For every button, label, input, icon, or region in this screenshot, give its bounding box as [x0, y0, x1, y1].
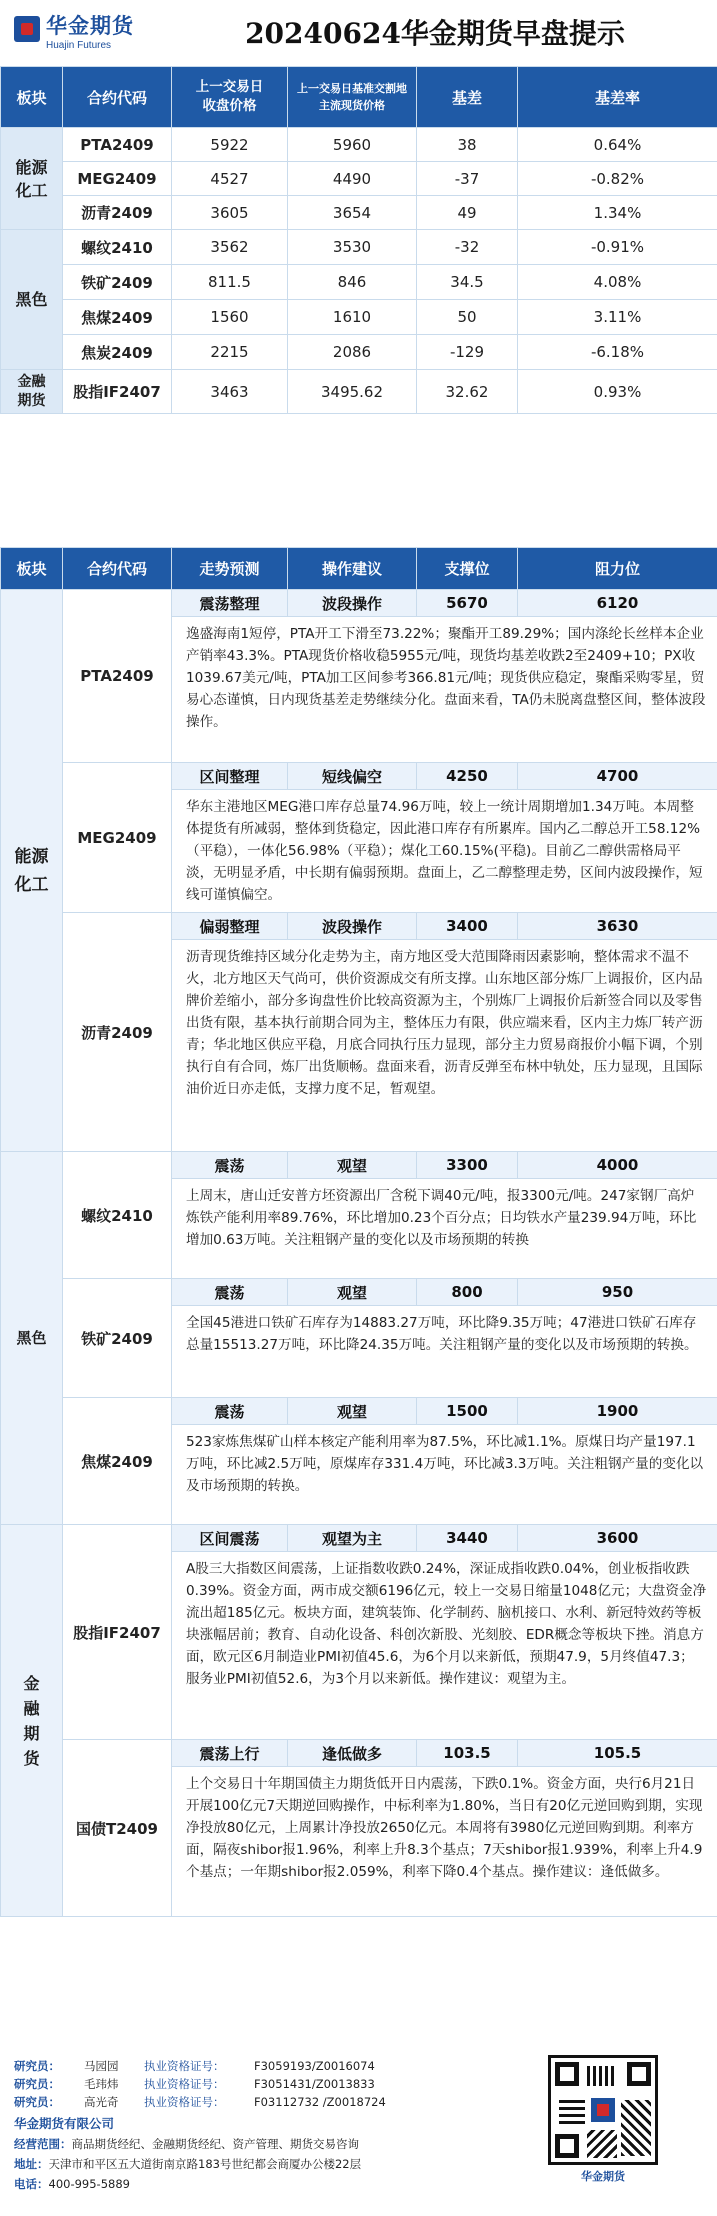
table-row: [1, 265, 717, 300]
spot-price: 3530: [288, 230, 417, 265]
table-row: [1, 162, 717, 196]
qr-code: [548, 2055, 658, 2165]
trend-forecast: 区间震荡: [172, 1525, 288, 1552]
close-price: 5922: [172, 128, 288, 162]
sector-financial: [1, 370, 63, 414]
researcher-name: 高光奇: [84, 2095, 119, 2109]
analysis-header-row: [1, 548, 717, 590]
basis-rate: -0.82%: [518, 162, 717, 196]
contract-code: 沥青2409: [63, 196, 172, 230]
researcher-label: 研究员：: [14, 2059, 60, 2073]
qr-finder: [555, 2062, 579, 2086]
contract-code: 沥青2409: [63, 913, 172, 1152]
contract-code: 国债T2409: [63, 1740, 172, 1917]
sector-label: 金融期货: [23, 1673, 40, 1768]
qr-finder: [555, 2134, 579, 2158]
col-sector: 板块: [1, 548, 63, 590]
resistance-level: 4700: [518, 763, 717, 790]
address: [14, 2156, 361, 2172]
table-row: [1, 300, 717, 335]
trend-forecast: 震荡上行: [172, 1740, 288, 1767]
basis-value: 38: [417, 128, 518, 162]
close-price: 3463: [172, 370, 288, 414]
researcher-label: 研究员：: [14, 2095, 60, 2109]
contract-code: 铁矿2409: [63, 1279, 172, 1398]
trend-forecast: 偏弱整理: [172, 913, 288, 940]
col-spot: [288, 67, 417, 128]
analysis-text: 沥青现货维持区域分化走势为主，南方地区受大范围降雨因素影响，整体需求不温不火，北方地区天气尚可，供价资源成交有所支撑。山东地区部分炼厂上调报价，区内品牌价差缩小，部分多询盘性价比较高资源为主，个别炼厂上调报价后新签合同以及零售出货有限，基本执行前期合同为主，整体压力有限，供应端来看，区内主力炼厂转产沥青；华北地区供应平稳，月底合同执行压力显现，部分主力贸易商报价小幅下调，个别执行自有合同，炼厂出货顺畅。盘面来看，沥青反弹至布林中轨处，压力显现，且国际油价近日亦走低，支撑力度不足，暂观望。: [172, 940, 717, 1152]
basis-value: 50: [417, 300, 518, 335]
analysis-summary-row: [1, 1398, 717, 1425]
company-logo: [14, 10, 164, 56]
support-level: 4250: [417, 763, 518, 790]
company-name: 华金期货有限公司: [14, 2116, 115, 2131]
contract-code: MEG2409: [63, 763, 172, 913]
qr-pattern: [621, 2100, 651, 2156]
resistance-level: 6120: [518, 590, 717, 617]
table-row: [1, 335, 717, 370]
col-rate: 基差率: [518, 67, 717, 128]
close-price: 3605: [172, 196, 288, 230]
qr-finder: [627, 2062, 651, 2086]
spot-price: 4490: [288, 162, 417, 196]
analysis-text: 全国45港进口铁矿石库存为14883.27万吨，环比降9.35万吨；47港进口铁矿石库存总量15513.27万吨，环比降24.35万吨。关注粗钢产量的变化以及市场预期的转换。: [172, 1306, 717, 1398]
col-resistance: 阻力位: [518, 548, 717, 590]
analysis-table: [0, 547, 717, 1917]
qr-caption: 华金期货: [581, 2170, 625, 2183]
qr-pattern: [559, 2098, 585, 2124]
qual-label: 执业资格证号：: [144, 2095, 225, 2109]
basis-rate: -6.18%: [518, 335, 717, 370]
close-price: 2215: [172, 335, 288, 370]
scope-text: 商品期货经纪、金融期货经纪、资产管理、期货交易咨询: [71, 2137, 359, 2151]
sector-label: 金融期货: [17, 373, 46, 409]
contract-code: 铁矿2409: [63, 265, 172, 300]
operation-advice: 观望: [288, 1398, 417, 1425]
close-price: 4527: [172, 162, 288, 196]
col-spot-label: 上一交易日基准交割地主流现货价格: [297, 82, 407, 112]
logo-icon: [14, 16, 40, 42]
contract-code: MEG2409: [63, 162, 172, 196]
operation-advice: 观望: [288, 1279, 417, 1306]
sector-energy: [1, 128, 63, 230]
support-level: 3440: [417, 1525, 518, 1552]
basis-value: 34.5: [417, 265, 518, 300]
contract-code: 焦炭2409: [63, 335, 172, 370]
table-row: [1, 230, 717, 265]
basis-table: [0, 66, 717, 414]
logo-en: Huajin Futures: [46, 40, 112, 51]
researcher-row: [14, 2094, 386, 2110]
close-price: 3562: [172, 230, 288, 265]
operation-advice: 观望为主: [288, 1525, 417, 1552]
analysis-summary-row: [1, 1525, 717, 1552]
col-advice: 操作建议: [288, 548, 417, 590]
operation-advice: 观望: [288, 1152, 417, 1179]
spot-price: 2086: [288, 335, 417, 370]
business-scope: [14, 2136, 359, 2152]
resistance-level: 105.5: [518, 1740, 717, 1767]
resistance-level: 1900: [518, 1398, 717, 1425]
support-level: 3400: [417, 913, 518, 940]
close-price: 811.5: [172, 265, 288, 300]
operation-advice: 逢低做多: [288, 1740, 417, 1767]
page-title: 20240624华金期货早盘提示: [245, 17, 625, 50]
sector-energy: [1, 590, 63, 1152]
contract-code: PTA2409: [63, 590, 172, 763]
col-close: [172, 67, 288, 128]
qual-number: F03112732 /Z0018724: [254, 2095, 386, 2109]
contract-code: 焦煤2409: [63, 1398, 172, 1525]
support-level: 1500: [417, 1398, 518, 1425]
basis-value: 32.62: [417, 370, 518, 414]
table-row: [1, 196, 717, 230]
col-sector: 板块: [1, 67, 63, 128]
analysis-summary-row: [1, 1279, 717, 1306]
col-support: 支撑位: [417, 548, 518, 590]
operation-advice: 波段操作: [288, 590, 417, 617]
header: [0, 0, 717, 67]
qr-pattern: [587, 2066, 617, 2086]
trend-forecast: 震荡: [172, 1279, 288, 1306]
researcher-row: [14, 2058, 375, 2074]
basis-rate: 1.34%: [518, 196, 717, 230]
qr-logo-icon: [591, 2098, 615, 2122]
researcher-row: [14, 2076, 375, 2092]
basis-value: -32: [417, 230, 518, 265]
sector-label: 能源化工: [14, 846, 49, 895]
analysis-summary-row: [1, 1152, 717, 1179]
contract-code: 螺纹2410: [63, 230, 172, 265]
basis-rate: 0.93%: [518, 370, 717, 414]
trend-forecast: 区间整理: [172, 763, 288, 790]
resistance-level: 3600: [518, 1525, 717, 1552]
spot-price: 5960: [288, 128, 417, 162]
basis-value: -37: [417, 162, 518, 196]
operation-advice: 波段操作: [288, 913, 417, 940]
spot-price: 1610: [288, 300, 417, 335]
contract-code: 焦煤2409: [63, 300, 172, 335]
researcher-name: 马园园: [84, 2059, 119, 2073]
basis-rate: 0.64%: [518, 128, 717, 162]
logo-cn: 华金期货: [46, 14, 134, 38]
qual-number: F3051431/Z0013833: [254, 2077, 375, 2091]
qual-label: 执业资格证号：: [144, 2077, 225, 2091]
sector-financial: [1, 1525, 63, 1917]
qual-label: 执业资格证号：: [144, 2059, 225, 2073]
analysis-summary-row: [1, 1740, 717, 1767]
contract-code: 股指IF2407: [63, 1525, 172, 1740]
col-trend: 走势预测: [172, 548, 288, 590]
sector-ferrous: 黑色: [1, 1152, 63, 1525]
basis-value: -129: [417, 335, 518, 370]
phone-number: 400-995-5889: [48, 2177, 130, 2191]
col-code: 合约代码: [63, 548, 172, 590]
table-row: [1, 128, 717, 162]
close-price: 1560: [172, 300, 288, 335]
analysis-text: 523家炼焦煤矿山样本核定产能利用率为87.5%，环比减1.1%。原煤日均产量197.1万吨，环比减2.5万吨，原煤库存331.4万吨，环比减3.3万吨。关注粗钢产量的变化以及市场预期的转换。: [172, 1425, 717, 1525]
researcher-name: 毛玮炜: [84, 2077, 119, 2091]
resistance-level: 4000: [518, 1152, 717, 1179]
sector-ferrous: 黑色: [1, 230, 63, 370]
support-level: 3300: [417, 1152, 518, 1179]
support-level: 5670: [417, 590, 518, 617]
trend-forecast: 震荡: [172, 1152, 288, 1179]
basis-rate: -0.91%: [518, 230, 717, 265]
support-level: 103.5: [417, 1740, 518, 1767]
phone-label: 电话：: [14, 2177, 49, 2191]
resistance-level: 3630: [518, 913, 717, 940]
contract-code: PTA2409: [63, 128, 172, 162]
analysis-text: A股三大指数区间震荡，上证指数收跌0.24%，深证成指收跌0.04%，创业板指收跌0.39%。资金方面，两市成交额6196亿元，较上一交易日缩量1048亿元；大盘资金净流出超185亿元。板块方面，建筑装饰、化学制药、脑机接口、水利、新冠特效药等板块涨幅居前；教育、自动化设备、科创次新股、光刻胶、EDR概念等板块下挫。消息方面，欧元区6月制造业PMI初值45.6，为6个月以来新低，预期47.9，5月终值47.3；服务业PMI初值52.6，为3个月以来新低。操作建议：观望为主。: [172, 1552, 717, 1740]
basis-rate: 4.08%: [518, 265, 717, 300]
qr-pattern: [587, 2130, 617, 2158]
basis-header-row: [1, 67, 717, 128]
address-label: 地址：: [14, 2157, 49, 2171]
analysis-summary-row: [1, 590, 717, 617]
basis-rate: 3.11%: [518, 300, 717, 335]
spot-price: 3495.62: [288, 370, 417, 414]
table-row: [1, 370, 717, 414]
analysis-text: 上周末，唐山迁安普方坯资源出厂含税下调40元/吨，报3300元/吨。247家钢厂高炉炼铁产能利用率89.76%，环比增加0.23个百分点；日均铁水产量239.94万吨，环比增加0.63万吨。关注粗钢产量的变化以及市场预期的转换: [172, 1179, 717, 1279]
analysis-summary-row: [1, 913, 717, 940]
basis-value: 49: [417, 196, 518, 230]
spot-price: 3654: [288, 196, 417, 230]
analysis-text: 上个交易日十年期国债主力期货低开日内震荡，下跌0.1%。资金方面，央行6月21日开展100亿元7天期逆回购操作，中标利率为1.80%，当日有20亿元逆回购到期，实现净投放80亿元，上周累计净投放2650亿元。本周将有3980亿元逆回购到期。利率方面，隔夜shibor报1.96%，利率上升8.3个基点；7天shibor报1.939%，利率上升4.9个基点；一年期shibor报2.059%，利率下降0.4个基点。操作建议：逢低做多。: [172, 1767, 717, 1917]
col-code: 合约代码: [63, 67, 172, 128]
analysis-summary-row: [1, 763, 717, 790]
trend-forecast: 震荡: [172, 1398, 288, 1425]
scope-label: 经营范围：: [14, 2137, 72, 2151]
qual-number: F3059193/Z0016074: [254, 2059, 375, 2073]
analysis-text: 华东主港地区MEG港口库存总量74.96万吨，较上一统计周期增加1.34万吨。本周整体提货有所减弱，整体到货稳定，因此港口库存有所累库。国内乙二醇总开工58.12%（平稳），一体化56.98%（平稳）；煤化工60.15%(平稳)。目前乙二醇供需格局平淡，无明显矛盾，中长期有偏弱预期。盘面上，乙二醇整理走势，区间内波段操作，短线可谨慎偏空。: [172, 790, 717, 913]
support-level: 800: [417, 1279, 518, 1306]
researcher-label: 研究员：: [14, 2077, 60, 2091]
col-close-label: 上一交易日收盘价格: [195, 79, 264, 114]
contract-code: 螺纹2410: [63, 1152, 172, 1279]
sector-label: 能源化工: [15, 157, 48, 200]
address-text: 天津市和平区五大道街南京路183号世纪都会商厦办公楼22层: [48, 2157, 362, 2171]
col-basis: 基差: [417, 67, 518, 128]
resistance-level: 950: [518, 1279, 717, 1306]
spot-price: 846: [288, 265, 417, 300]
operation-advice: 短线偏空: [288, 763, 417, 790]
analysis-text: 逸盛海南1短停，PTA开工下滑至73.22%；聚酯开工89.29%；国内涤纶长丝样本企业产销率43.3%。PTA现货价格收稳5955元/吨，现货均基差收跌2至2409+10；PX收1039.67美元/吨，PTA加工区间参考366.81元/吨；现货供应稳定，聚酯采购零星，贸易心态谨慎，日内现货基差走势继续分化。盘面来看，TA仍未脱离盘整区间，整体波段操作。: [172, 617, 717, 763]
phone: [14, 2176, 130, 2192]
contract-code: 股指IF2407: [63, 370, 172, 414]
trend-forecast: 震荡整理: [172, 590, 288, 617]
